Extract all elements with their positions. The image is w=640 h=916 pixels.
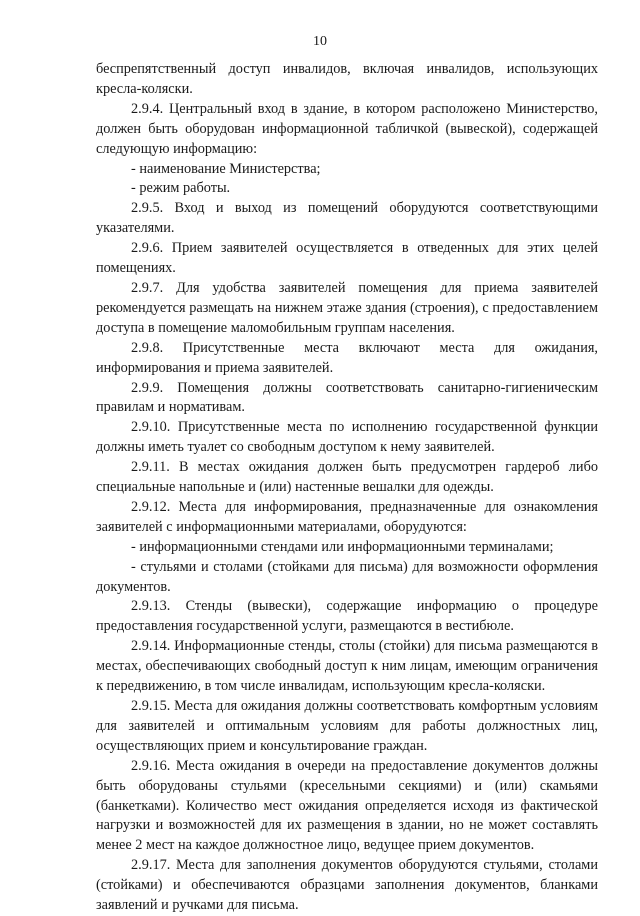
paragraph-2-9-12: 2.9.12. Места для информирования, предназначенные для ознакомления заявителей с информационными материалами, оборудуются: <box>96 498 598 535</box>
paragraph-2-9-11: 2.9.11. В местах ожидания должен быть предусмотрен гардероб либо специальные напольные и (или) настенные вешалки для одежды. <box>96 459 598 496</box>
list-item: - режим работы. <box>131 180 231 197</box>
paragraph-2-9-16: 2.9.16. Места ожидания в очереди на предоставление документов должны быть оборудованы стульями (кресельными секциями) и (или) скамьями (банкетками). Количество мест ожидания определяется исходя из фактической нагрузки и возможностей для их размещения в здании, но не может составлять менее 2 мест на каждое должностное лицо, ведущее прием документов. <box>96 757 598 854</box>
page-number: 10 <box>313 34 327 49</box>
paragraph-2-9-17: 2.9.17. Места для заполнения документов оборудуются стульями, столами (стойками) и обеспечиваются образцами заполнения документов, бланками заявлений и ручками для письма. <box>96 857 598 914</box>
paragraph-2-9-4: 2.9.4. Центральный вход в здание, в котором расположено Министерство, должен быть оборудован информационной табличкой (вывеской), содержащей следующую информацию: <box>96 100 598 157</box>
paragraph-2-9-13: 2.9.13. Стенды (вывески), содержащие информацию о процедуре предоставления государственной услуги, размещаются в вестибюле. <box>96 598 598 635</box>
paragraph-2-9-7: 2.9.7. Для удобства заявителей помещения для приема заявителей рекомендуется размещать на нижнем этаже здания (строения), с предоставлением доступа в помещение маломобильным группам населения. <box>96 279 598 336</box>
paragraph-2-9-10: 2.9.10. Присутственные места по исполнению государственной функции должны иметь туалет со свободным доступом к нему заявителей. <box>96 419 598 456</box>
paragraph: беспрепятственный доступ инвалидов, включая инвалидов, использующих кресла-коляски. <box>96 61 598 97</box>
list-item: - стульями и столами (стойками для письма) для возможности оформления документов. <box>96 558 598 595</box>
paragraph-2-9-5: 2.9.5. Вход и выход из помещений оборудуются соответствующими указателями. <box>96 200 598 237</box>
list-item: - информационными стендами или информационными терминалами; <box>131 538 554 555</box>
paragraph-2-9-8: 2.9.8. Присутственные места включают места для ожидания, информирования и приема заявителей. <box>96 339 598 376</box>
paragraph-2-9-15: 2.9.15. Места для ожидания должны соответствовать комфортным условиям для заявителей и оптимальным условиям для работы должностных лиц, осуществляющих прием и консультирование граждан. <box>96 698 598 754</box>
paragraph-2-9-9: 2.9.9. Помещения должны соответствовать санитарно-гигиеническим правилам и нормативам. <box>96 379 598 416</box>
list-item: - наименование Министерства; <box>131 160 321 177</box>
paragraph-2-9-6: 2.9.6. Прием заявителей осуществляется в отведенных для этих целей помещениях. <box>96 240 598 277</box>
paragraph-2-9-14: 2.9.14. Информационные стенды, столы (стойки) для письма размещаются в местах, обеспечивающих свободный доступ к ним лицам, имеющим ограничения к передвижению, в том числе инвалидам, использующим кресла-коляски. <box>96 638 598 695</box>
document-body <box>96 60 598 916</box>
